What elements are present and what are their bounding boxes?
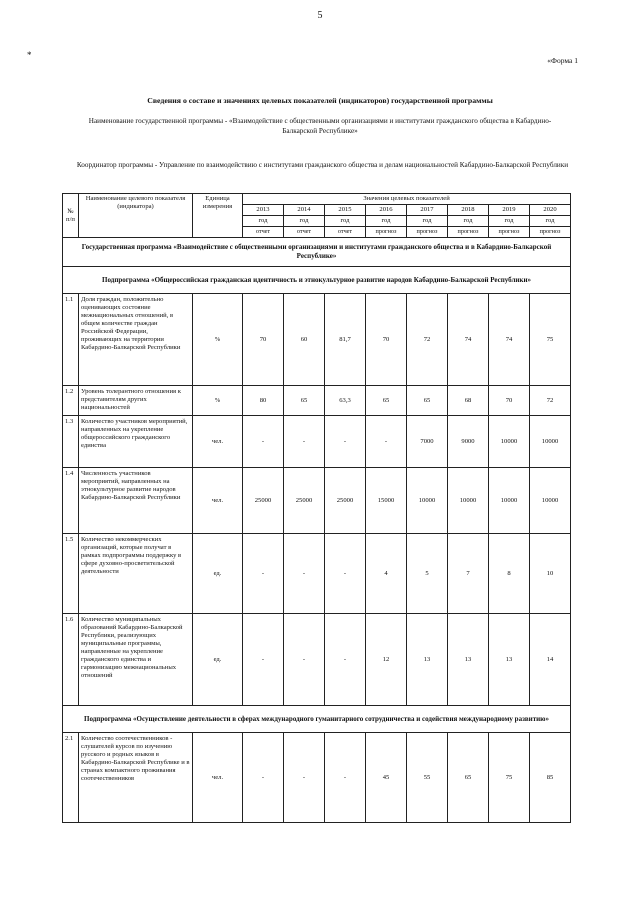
indicator-name: Численность участников мероприятий, направленных на этнокультурное развитие народов Кабардино-Балкарской Республики xyxy=(79,468,193,534)
value-cell: - xyxy=(325,534,366,614)
header-value-type: прогноз xyxy=(530,227,571,238)
header-indicator-name: Наименование целевого показателя (индикатора) xyxy=(79,194,193,238)
value-cell: - xyxy=(284,534,325,614)
row-number: 2.1 xyxy=(63,733,79,823)
value-cell: 55 xyxy=(407,733,448,823)
row-number: 1.2 xyxy=(63,386,79,416)
indicator-name: Количество соотечественников - слушателей курсов по изучению русского и родных языков в Кабардино-Балкарской Республике и в странах компактного проживания соотечественников xyxy=(79,733,193,823)
indicators-table xyxy=(62,193,571,823)
value-cell: - xyxy=(284,614,325,706)
row-number: 1.6 xyxy=(63,614,79,706)
header-unit: Единица измерения xyxy=(193,194,243,238)
value-cell: 70 xyxy=(489,386,530,416)
header-values: Значения целевых показателей xyxy=(243,194,571,205)
value-cell: 65 xyxy=(284,386,325,416)
value-cell: 13 xyxy=(407,614,448,706)
value-cell: 75 xyxy=(489,733,530,823)
program-coordinator: Координатор программы - Управление по взаимодействию с институтами гражданского общества и делам национальностей Кабардино-Балкарской Республики xyxy=(76,161,569,169)
header-year: 2013 xyxy=(243,205,284,216)
header-year: 2014 xyxy=(284,205,325,216)
state-program-row-title: Государственная программа «Взаимодействие с общественными организациями и институтами гражданского общества и в Кабардино-Балкарской Республике» xyxy=(63,238,571,267)
indicator-name: Количество участников мероприятий, направленных на укрепление общероссийского гражданского единства xyxy=(79,416,193,468)
value-cell: 10000 xyxy=(407,468,448,534)
form-label: «Форма 1 xyxy=(547,56,578,65)
unit-cell: ед. xyxy=(193,614,243,706)
table-header xyxy=(63,194,571,238)
table-row xyxy=(63,733,571,823)
value-cell: - xyxy=(366,416,407,468)
value-cell: 80 xyxy=(243,386,284,416)
state-program-row xyxy=(63,238,571,267)
value-cell: - xyxy=(325,614,366,706)
value-cell: - xyxy=(243,534,284,614)
value-cell: 65 xyxy=(366,386,407,416)
value-cell: 8 xyxy=(489,534,530,614)
value-cell: - xyxy=(284,733,325,823)
header-year: 2016 xyxy=(366,205,407,216)
header-value-type: прогноз xyxy=(366,227,407,238)
header-value-type: прогноз xyxy=(407,227,448,238)
value-cell: 65 xyxy=(407,386,448,416)
value-cell: 85 xyxy=(530,733,571,823)
value-cell: 25000 xyxy=(284,468,325,534)
value-cell: 60 xyxy=(284,294,325,386)
unit-cell: ед. xyxy=(193,534,243,614)
indicator-name: Доля граждан, положительно оценивающих состояние межнациональных отношений, в общем количестве граждан Российской Федерации, проживающих на территории Кабардино-Балкарской Республики xyxy=(79,294,193,386)
value-cell: 15000 xyxy=(366,468,407,534)
header-year-word: год xyxy=(489,216,530,227)
value-cell: 45 xyxy=(366,733,407,823)
header-year: 2015 xyxy=(325,205,366,216)
value-cell: - xyxy=(325,416,366,468)
header-year-word: год xyxy=(407,216,448,227)
row-number: 1.4 xyxy=(63,468,79,534)
value-cell: 65 xyxy=(448,733,489,823)
margin-mark: * xyxy=(27,50,32,60)
row-number: 1.5 xyxy=(63,534,79,614)
subprogram-2-row-title: Подпрограмма «Осуществление деятельности в сферах международного гуманитарного сотрудничества и содействия международному развитию» xyxy=(63,706,571,733)
table-row xyxy=(63,468,571,534)
header-year-word: год xyxy=(366,216,407,227)
value-cell: - xyxy=(243,733,284,823)
page-number: 5 xyxy=(317,10,323,21)
value-cell: 70 xyxy=(366,294,407,386)
value-cell: 10000 xyxy=(489,416,530,468)
value-cell: 25000 xyxy=(243,468,284,534)
value-cell: 63,3 xyxy=(325,386,366,416)
value-cell: 75 xyxy=(530,294,571,386)
value-cell: 7 xyxy=(448,534,489,614)
subprogram-1-row xyxy=(63,267,571,294)
value-cell: 12 xyxy=(366,614,407,706)
value-cell: 5 xyxy=(407,534,448,614)
header-year-word: год xyxy=(284,216,325,227)
header-value-type: отчет xyxy=(243,227,284,238)
value-cell: 14 xyxy=(530,614,571,706)
table-body xyxy=(63,238,571,823)
value-cell: 13 xyxy=(489,614,530,706)
value-cell: 74 xyxy=(489,294,530,386)
subprogram-1-row-title: Подпрограмма «Общероссийская гражданская идентичность и этнокультурное развитие народов Кабардино-Балкарской Республики» xyxy=(63,267,571,294)
unit-cell: чел. xyxy=(193,733,243,823)
value-cell: 70 xyxy=(243,294,284,386)
header-year-word: год xyxy=(243,216,284,227)
value-cell: 10 xyxy=(530,534,571,614)
indicator-name: Уровень толерантного отношения к представителям других национальностей xyxy=(79,386,193,416)
value-cell: 25000 xyxy=(325,468,366,534)
header-year: 2019 xyxy=(489,205,530,216)
header-year-word: год xyxy=(530,216,571,227)
value-cell: - xyxy=(243,416,284,468)
value-cell: 72 xyxy=(530,386,571,416)
table-row xyxy=(63,386,571,416)
unit-cell: % xyxy=(193,294,243,386)
value-cell: 72 xyxy=(407,294,448,386)
table-row xyxy=(63,294,571,386)
document-title: Сведения о составе и значениях целевых показателей (индикаторов) государственной программы xyxy=(147,96,493,105)
indicator-name: Количество муниципальных образований Кабардино-Балкарской Республики, реализующих муниципальные программы, направленные на укрепление гражданского единства и гармонизацию межнациональных отношений xyxy=(79,614,193,706)
header-year: 2020 xyxy=(530,205,571,216)
indicator-name: Количество некоммерческих организаций, которые получат в рамках подпрограммы поддержку в сфере духовно-просветительской деятельности xyxy=(79,534,193,614)
value-cell: - xyxy=(243,614,284,706)
value-cell: 9000 xyxy=(448,416,489,468)
unit-cell: чел. xyxy=(193,468,243,534)
header-value-type: прогноз xyxy=(489,227,530,238)
value-cell: 10000 xyxy=(530,468,571,534)
value-cell: - xyxy=(284,416,325,468)
header-value-type: отчет xyxy=(284,227,325,238)
table-row xyxy=(63,614,571,706)
unit-cell: % xyxy=(193,386,243,416)
value-cell: - xyxy=(325,733,366,823)
header-number: № п/п xyxy=(63,194,79,238)
table-row xyxy=(63,416,571,468)
value-cell: 10000 xyxy=(489,468,530,534)
header-year-word: год xyxy=(325,216,366,227)
value-cell: 81,7 xyxy=(325,294,366,386)
header-value-type: прогноз xyxy=(448,227,489,238)
subprogram-2-row xyxy=(63,706,571,733)
header-year: 2017 xyxy=(407,205,448,216)
value-cell: 10000 xyxy=(448,468,489,534)
header-value-type: отчет xyxy=(325,227,366,238)
value-cell: 74 xyxy=(448,294,489,386)
header-year-word: год xyxy=(448,216,489,227)
program-name: Наименование государственной программы - «Взаимодействие с общественными организациями и институтами гражданского общества в Кабардино-Балкарской Республике» xyxy=(88,117,552,135)
row-number: 1.3 xyxy=(63,416,79,468)
header-year: 2018 xyxy=(448,205,489,216)
table-row xyxy=(63,534,571,614)
value-cell: 7000 xyxy=(407,416,448,468)
value-cell: 68 xyxy=(448,386,489,416)
value-cell: 13 xyxy=(448,614,489,706)
unit-cell: чел. xyxy=(193,416,243,468)
value-cell: 4 xyxy=(366,534,407,614)
value-cell: 10000 xyxy=(530,416,571,468)
row-number: 1.1 xyxy=(63,294,79,386)
